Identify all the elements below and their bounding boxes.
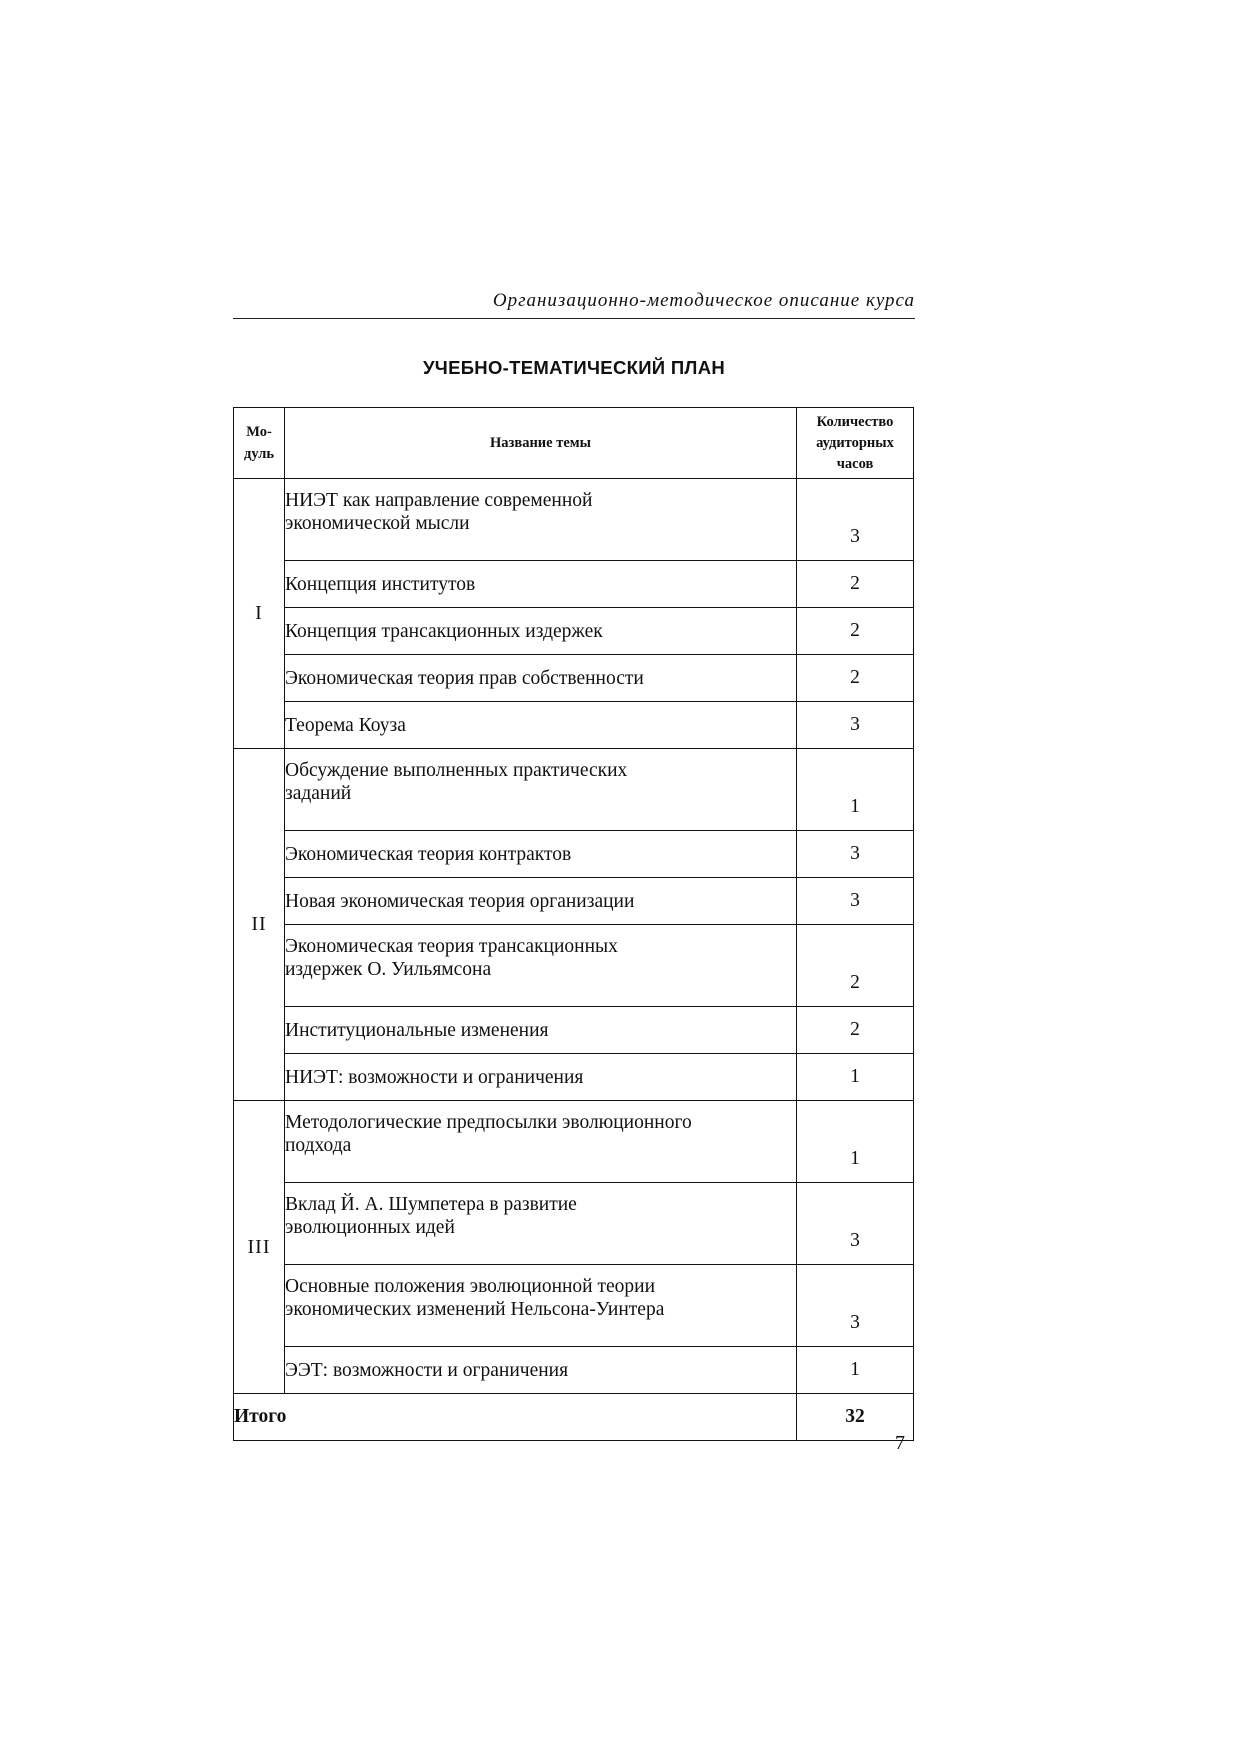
hours-cell: 2: [797, 561, 914, 608]
module-label-1: I: [234, 479, 285, 749]
topic-line: Методологические предпосылки эволюционного: [285, 1112, 692, 1133]
topic-cell: Экономическая теория прав собственности: [285, 655, 797, 702]
topic-cell: Концепция трансакционных издержек: [285, 608, 797, 655]
table-row: [234, 561, 914, 608]
total-row: [234, 1394, 914, 1441]
topic-cell: Новая экономическая теория организации: [285, 878, 797, 925]
module-label-2: II: [234, 749, 285, 1101]
table-row: [234, 608, 914, 655]
header-hours-line2: аудиторных: [816, 434, 894, 451]
table-row: [234, 702, 914, 749]
header-module: [234, 408, 285, 479]
table-row: [234, 1347, 914, 1394]
topic-cell: [285, 1265, 797, 1347]
table-row: [234, 1007, 914, 1054]
hours-cell: 1: [797, 749, 914, 831]
module-label-3: III: [234, 1101, 285, 1394]
topic-line: эволюционных идей: [285, 1217, 455, 1238]
topic-line: заданий: [285, 783, 352, 804]
curriculum-table: [233, 407, 914, 1441]
header-module-line1: Мо-: [246, 424, 272, 440]
total-hours: 32: [797, 1394, 914, 1441]
topic-line: Основные положения эволюционной теории: [285, 1276, 656, 1297]
table-row: [234, 1101, 914, 1183]
topic-cell: Экономическая теория контрактов: [285, 831, 797, 878]
topic-line: Экономическая теория трансакционных: [285, 936, 618, 957]
header-topic: Название темы: [285, 408, 797, 479]
hours-cell: 3: [797, 1265, 914, 1347]
hours-cell: 3: [797, 1183, 914, 1265]
page-title: УЧЕБНО-ТЕМАТИЧЕСКИЙ ПЛАН: [422, 357, 726, 378]
topic-cell: НИЭТ: возможности и ограничения: [285, 1054, 797, 1101]
hours-cell: 2: [797, 1007, 914, 1054]
topic-line: издержек О. Уильямсона: [285, 959, 492, 980]
topic-cell: [285, 749, 797, 831]
table-row: [234, 831, 914, 878]
hours-cell: 1: [797, 1347, 914, 1394]
hours-cell: 2: [797, 608, 914, 655]
topic-line: экономических изменений Нельсона-Уинтера: [285, 1299, 665, 1320]
hours-cell: 2: [797, 655, 914, 702]
topic-line: Обсуждение выполненных практических: [285, 760, 628, 781]
topic-cell: [285, 1101, 797, 1183]
topic-cell: ЭЭТ: возможности и ограничения: [285, 1347, 797, 1394]
header-hours-line1: Количество: [816, 413, 894, 430]
table-row: [234, 479, 914, 561]
table-row: [234, 655, 914, 702]
running-head-text: Организационно-методическое описание курса: [492, 290, 915, 311]
table-row: [234, 1054, 914, 1101]
header-hours: [797, 408, 914, 479]
table-row: [234, 878, 914, 925]
topic-cell: [285, 1183, 797, 1265]
table-row: [234, 925, 914, 1007]
table-header-row: [234, 408, 914, 479]
topic-cell: [285, 479, 797, 561]
running-head: [233, 288, 915, 319]
topic-line: подхода: [285, 1135, 352, 1156]
topic-line: НИЭТ как направление современной: [285, 490, 593, 511]
hours-cell: 2: [797, 925, 914, 1007]
topic-cell: Концепция институтов: [285, 561, 797, 608]
header-hours-line3: часов: [836, 455, 874, 472]
topic-cell: Теорема Коуза: [285, 702, 797, 749]
topic-line: Вклад Й. А. Шумпетера в развитие: [285, 1194, 577, 1215]
hours-cell: 3: [797, 702, 914, 749]
total-label: Итого: [234, 1394, 797, 1441]
hours-cell: 3: [797, 479, 914, 561]
hours-cell: 3: [797, 878, 914, 925]
table-body: [234, 479, 914, 1441]
table-row: [234, 749, 914, 831]
hours-cell: 1: [797, 1101, 914, 1183]
table-row: [234, 1265, 914, 1347]
topic-cell: [285, 925, 797, 1007]
table-row: [234, 1183, 914, 1265]
hours-cell: 3: [797, 831, 914, 878]
page-number: 7: [895, 1432, 905, 1454]
topic-cell: Институциональные изменения: [285, 1007, 797, 1054]
topic-line: экономической мысли: [285, 513, 470, 534]
header-module-line2: дуль: [243, 446, 275, 462]
hours-cell: 1: [797, 1054, 914, 1101]
